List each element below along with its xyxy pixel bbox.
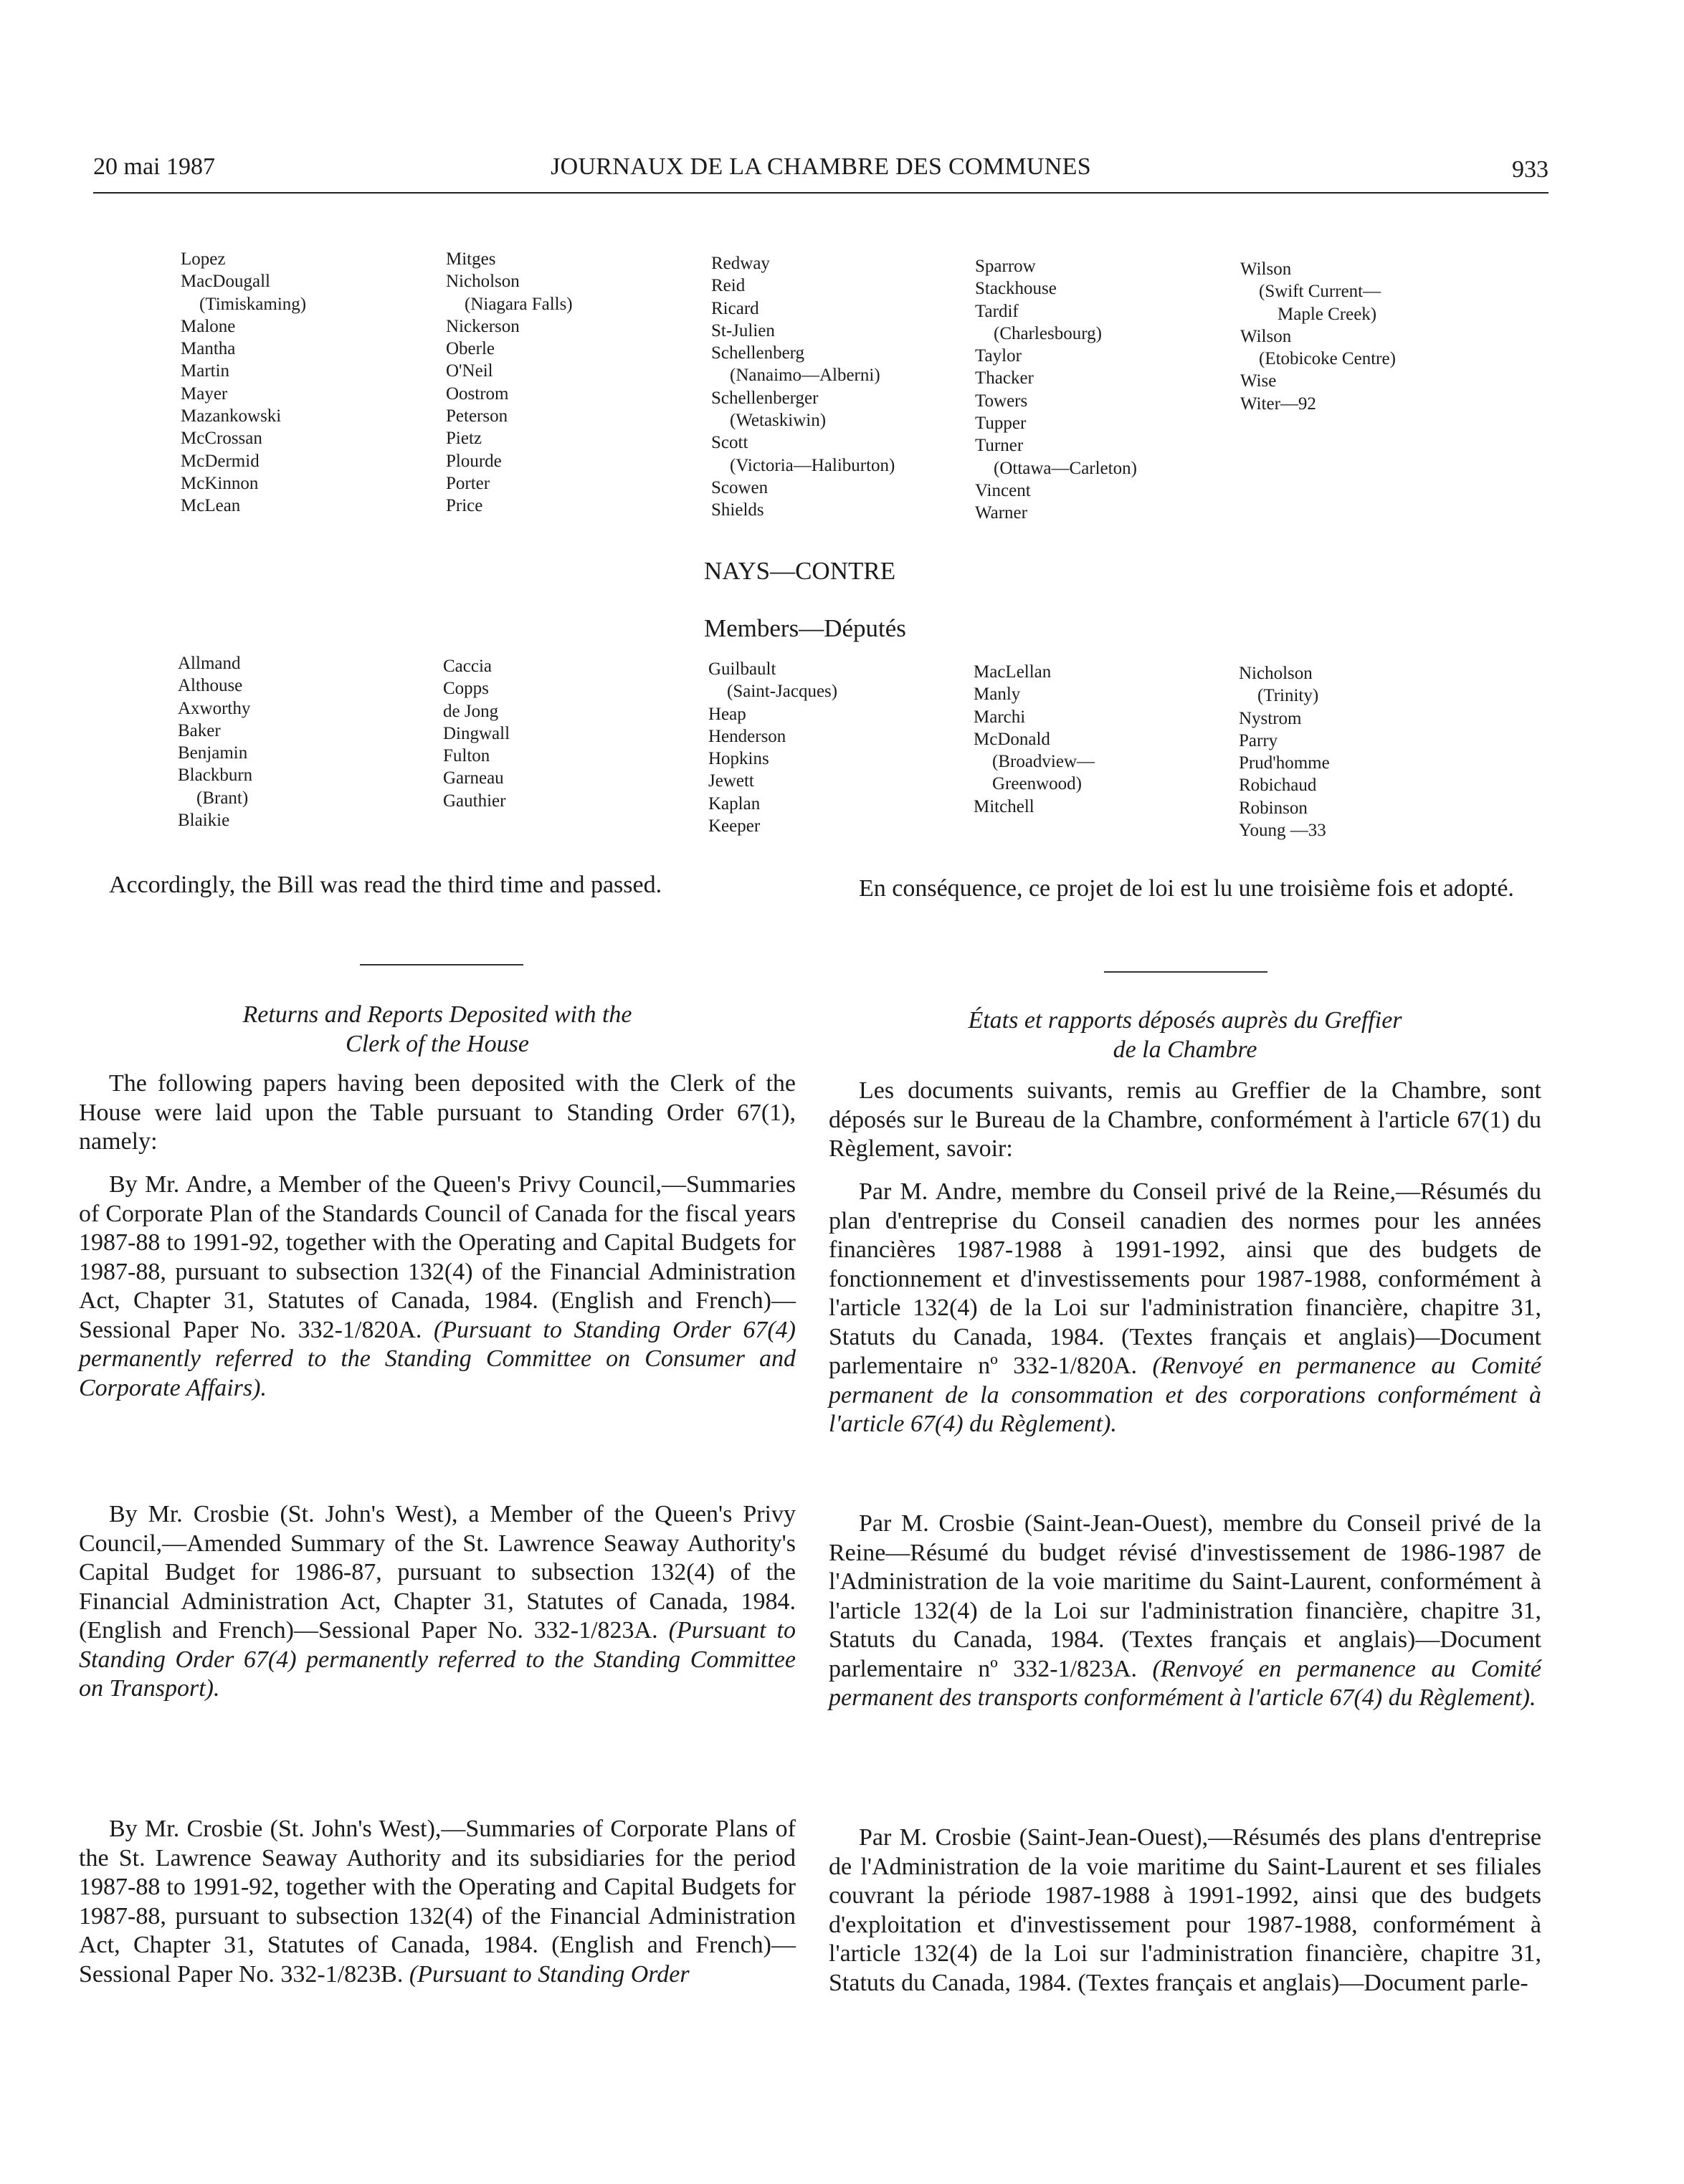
member-name: Mazankowski (181, 406, 282, 426)
member-name: Lopez (181, 249, 226, 269)
member-name: Warner (975, 503, 1027, 523)
result-english (79, 871, 796, 900)
member-riding: (Nanaimo—Alberni) (730, 366, 880, 386)
nays-column-1 (178, 652, 252, 831)
item1-french-reference: (Renvoyé en permanence au Comité permanent de la consommation et des corporations conformément à l'article 67(4) du Règlement). (829, 1353, 1541, 1437)
member-name: Reid (711, 276, 746, 296)
member-name: Robichaud (1239, 776, 1317, 796)
member-name: Baker (178, 720, 221, 740)
member-name: Wilson (1240, 326, 1292, 346)
intro-english (79, 1069, 796, 1157)
result-french (829, 874, 1541, 904)
member-name: Peterson (446, 406, 508, 426)
member-name: Pietz (446, 429, 482, 449)
nays-heading: NAYS—CONTRE (704, 557, 896, 585)
member-name: Copps (443, 679, 489, 699)
item3-english-reference: (Pursuant to Standing Order (409, 1960, 690, 1988)
member-name: Wise (1240, 371, 1277, 391)
intro-french-text: Les documents suivants, remis au Greffier de la Chambre, sont déposés sur le Bureau de la Chambre, conformément à l'article 67(1) du Règlement, savoir: (829, 1077, 1541, 1162)
member-name: Nicholson (1239, 664, 1313, 683)
member-name: Prud'homme (1239, 753, 1330, 773)
nays-subheading: Members—Députés (704, 614, 906, 642)
member-riding: (Ottawa—Carleton) (994, 458, 1137, 478)
member-name: Scott (711, 433, 748, 453)
item2-english-reference: (Pursuant to Standing Order 67(4) permanently referred to the Standing Committee on Transport). (79, 1617, 796, 1702)
member-name: Manly (974, 685, 1021, 705)
item3-english-text: By Mr. Crosbie (St. John's West),—Summaries of Corporate Plans of the St. Lawrence Seaway Authority and its subsidiaries for the period 1987-88 to 1991-92, together with the Operating and Capital Budgets for 1987-88, pursuant to subsection 132(4) of the Financial Administration Act, Chapter 31, Statutes of Canada, 1984. (English and French)—Sessional Paper No. 332-1/823B. (79, 1816, 796, 1988)
member-name: Blackburn (178, 766, 253, 786)
item2-french (829, 1510, 1541, 1713)
member-name: McLean (181, 496, 241, 516)
member-name: Mitchell (974, 796, 1034, 816)
member-name: Kaplan (708, 793, 761, 814)
item2-french-text: Par M. Crosbie (Saint-Jean-Ouest), membre du Conseil privé de la Reine—Résumé du budget révisé d'investissement de 1986-1987 de l'Administration de la voie maritime du Saint-Laurent, conformément à l'article 132(4) de la Loi sur l'administration financière, chapitre 31, Statuts du Canada, 1984. (Textes français et anglais)—Document parlementaire nº 332-1/823A. (829, 1510, 1541, 1682)
member-name: Ricard (711, 298, 759, 318)
yeas-column-1 (181, 248, 306, 518)
member-riding: (Timiskaming) (199, 294, 307, 314)
section-divider-left (360, 964, 523, 965)
member-name: Guilbault (708, 659, 776, 679)
item1-english-text: By Mr. Andre, a Member of the Queen's Privy Council,—Summaries of Corporate Plan of the Standards Council of Canada for the fiscal years 1987-88 to 1991-92, together with the Operating and Capital Budgets for 1987-88, pursuant to subsection 132(4) of the Financial Administration Act, Chapter 31, Statutes of Canada, 1984. (English and French)—Sessional Paper No. 332-1/820A. (79, 1171, 796, 1343)
member-name: Schellenberg (711, 343, 805, 363)
member-name: McDermid (181, 451, 260, 471)
member-name: Heap (708, 704, 746, 724)
member-name: Caccia (443, 657, 493, 676)
member-name: Vincent (975, 480, 1031, 500)
member-name: Allmand (178, 654, 241, 673)
nays-column-4 (974, 661, 1095, 818)
page-header (93, 153, 1549, 194)
member-name: Henderson (708, 726, 786, 746)
member-name: MacDougall (181, 272, 270, 292)
member-name: Mantha (181, 339, 236, 359)
member-riding: (Charlesbourg) (994, 323, 1102, 343)
member-name: Oostrom (446, 383, 509, 404)
member-name: McCrossan (181, 429, 262, 449)
member-name: O'Neil (446, 361, 493, 381)
section-title-french-line2: de la Chambre (1113, 1036, 1257, 1063)
result-english-text: Accordingly, the Bill was read the third time and passed. (109, 872, 662, 898)
section-divider-right (1104, 971, 1267, 973)
item1-french (829, 1178, 1541, 1439)
member-name: McKinnon (181, 473, 259, 493)
member-name: MacLellan (974, 662, 1052, 682)
member-name: Jewett (708, 771, 754, 791)
member-name: de Jong (443, 701, 499, 721)
item1-french-text: Par M. Andre, membre du Conseil privé de la Reine,—Résumés du plan d'entreprise du Conseil canadien des normes pour les années financières 1987-1988 à 1991-1992, ainsi que des budgets de fonctionnement et d'investissements pour 1987-1988, conformément à l'article 132(4) de la Loi sur l'administration financière, chapitre 31, Statuts du Canada, 1984. (Textes français et anglais)—Document parlementaire nº 332-1/820A. (829, 1178, 1541, 1379)
page-number: 933 (1512, 156, 1549, 183)
member-name: Schellenberger (711, 388, 819, 408)
member-name: Sparrow (975, 257, 1036, 276)
header-date: 20 mai 1987 (93, 153, 215, 180)
member-name: Wilson (1240, 259, 1292, 279)
member-name: Axworthy (178, 698, 251, 718)
member-name: Witer—92 (1240, 394, 1316, 414)
yeas-column-4 (975, 255, 1137, 525)
member-name: Mitges (446, 249, 496, 269)
member-name: Towers (975, 391, 1028, 411)
member-name: Dingwall (443, 723, 510, 743)
member-name: Tardif (975, 301, 1019, 321)
member-name: Redway (711, 254, 770, 273)
member-name: Oberle (446, 339, 495, 359)
member-riding: (Saint-Jacques) (727, 682, 838, 702)
intro-english-text: The following papers having been deposited with the Clerk of the House were laid upon the Table pursuant to Standing Order 67(1), namely: (79, 1070, 796, 1155)
member-name: Tupper (975, 414, 1027, 434)
section-title-french-line1: États et rapports déposés auprès du Greffier (968, 1007, 1402, 1034)
member-name: Thacker (975, 368, 1034, 388)
member-name: Parry (1239, 730, 1278, 750)
nays-column-5 (1239, 662, 1330, 841)
member-name: Nystrom (1239, 708, 1302, 728)
member-name: Shields (711, 500, 764, 520)
member-riding: (Victoria—Haliburton) (730, 455, 895, 475)
member-riding: (Swift Current— (1259, 282, 1381, 302)
member-riding: (Niagara Falls) (465, 294, 573, 314)
member-name: McDonald (974, 729, 1050, 749)
member-name: Mayer (181, 383, 228, 404)
member-name: Fulton (443, 746, 490, 766)
member-name: Benjamin (178, 743, 248, 763)
item2-french-reference: (Renvoyé en permanence au Comité permanent des transports conformément à l'article 67(4) du Règlement). (829, 1655, 1541, 1711)
header-title: JOURNAUX DE LA CHAMBRE DES COMMUNES (551, 153, 1091, 180)
item3-english (79, 1815, 796, 1989)
member-riding: (Etobicoke Centre) (1259, 349, 1396, 369)
member-name: Hopkins (708, 749, 769, 769)
section-title-english-line1: Returns and Reports Deposited with the (242, 1001, 632, 1028)
item1-english-reference: (Pursuant to Standing Order 67(4) permanently referred to the Standing Committee on Consumer and Corporate Affairs). (79, 1316, 796, 1401)
member-name: Nickerson (446, 316, 520, 336)
member-name: St-Julien (711, 320, 775, 340)
yeas-column-2 (446, 248, 573, 518)
member-name: Althouse (178, 676, 243, 696)
member-riding: (Broadview— (992, 752, 1095, 772)
member-name: Gauthier (443, 791, 506, 811)
member-name: Keeper (708, 816, 761, 836)
member-name: Turner (975, 436, 1024, 456)
member-name: Young —33 (1239, 821, 1326, 841)
item1-english (79, 1170, 796, 1403)
member-name: Nicholson (446, 272, 520, 292)
member-name: Stackhouse (975, 279, 1057, 299)
section-title-french (829, 1006, 1541, 1064)
member-riding: (Wetaskiwin) (730, 411, 827, 431)
item3-french (829, 1823, 1541, 1998)
member-name: Malone (181, 316, 236, 336)
member-name: Robinson (1239, 798, 1308, 818)
member-name: Plourde (446, 451, 502, 471)
member-name: Martin (181, 361, 230, 381)
item2-english (79, 1500, 796, 1704)
member-name: Blaikie (178, 811, 230, 831)
yeas-column-5 (1240, 258, 1396, 415)
intro-french (829, 1077, 1541, 1164)
result-french-text: En conséquence, ce projet de loi est lu une troisième fois et adopté. (859, 875, 1514, 902)
member-name: Marchi (974, 707, 1026, 727)
nays-column-2 (443, 655, 510, 812)
member-riding: (Trinity) (1257, 686, 1319, 706)
yeas-column-3 (711, 252, 895, 522)
member-riding: Greenwood) (992, 774, 1082, 794)
item2-english-text: By Mr. Crosbie (St. John's West), a Member of the Queen's Privy Council,—Amended Summary of the St. Lawrence Seaway Authority's Capital Budget for 1986-87, pursuant to subsection 132(4) of the Financial Administration Act, Chapter 31, Statutes of Canada, 1984. (English and French)—Sessional Paper No. 332-1/823A. (79, 1501, 796, 1644)
member-riding: (Brant) (196, 788, 249, 808)
member-riding: Maple Creek) (1278, 304, 1377, 324)
member-name: Porter (446, 473, 490, 493)
nays-column-3 (708, 658, 837, 837)
member-name: Price (446, 496, 483, 516)
section-title-english (79, 1001, 796, 1059)
member-name: Taylor (975, 346, 1022, 366)
section-title-english-line2: Clerk of the House (346, 1030, 529, 1057)
item3-french-text: Par M. Crosbie (Saint-Jean-Ouest),—Résumés des plans d'entreprise de l'Administration de la voie maritime du Saint-Laurent et ses filiales couvrant la période 1987-1988 à 1991-1992, ainsi que des budgets d'exploitation et d'investissement pour 1987-1988, conformément à l'article 132(4) de la Loi sur l'administration financière, chapitre 31, Statuts du Canada, 1984. (Textes français et anglais)—Document parle- (829, 1824, 1541, 1996)
member-name: Scowen (711, 477, 769, 497)
member-name: Garneau (443, 768, 504, 788)
